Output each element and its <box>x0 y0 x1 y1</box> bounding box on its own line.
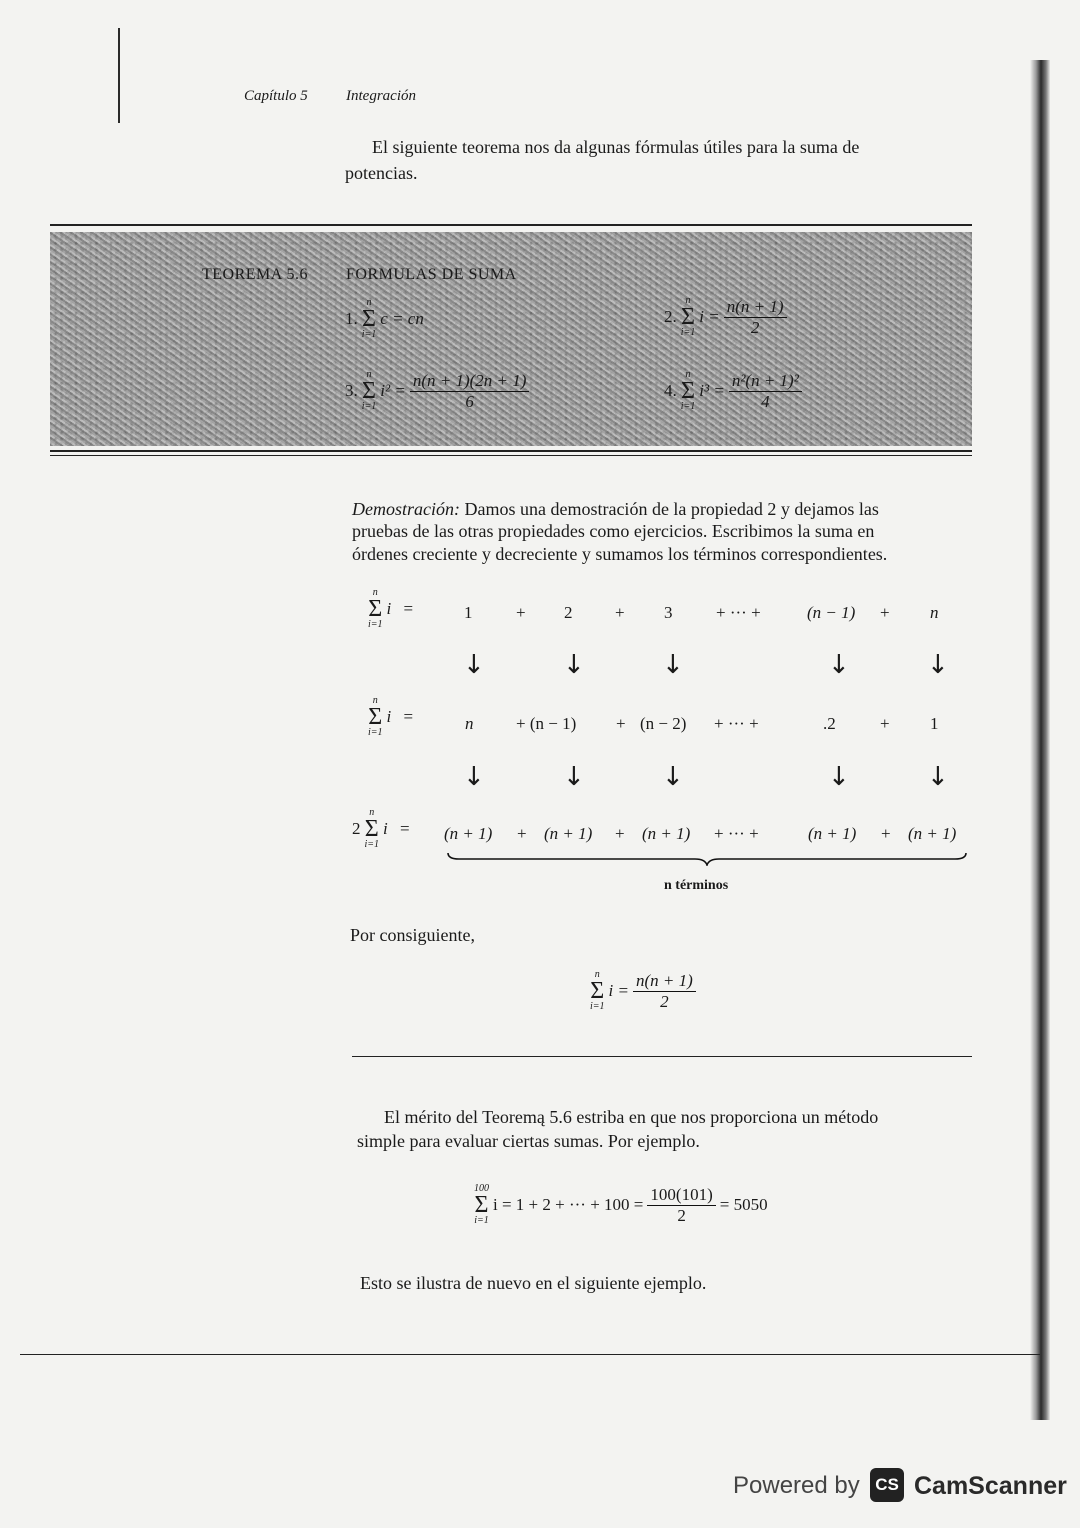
intro-line-2: potencias. <box>345 163 418 183</box>
row-2-term: .2 <box>823 714 836 733</box>
row-1-lhs: n Σ i=1 i = <box>368 587 414 630</box>
row-1-term: + <box>880 603 890 622</box>
down-arrow-icon: ↓ <box>927 650 949 680</box>
sigma-symbol: n Σ i=1 <box>680 295 696 338</box>
row-3-term: (n + 1) <box>544 824 593 843</box>
formula-4-fraction: $\frac{\text{n²(n + 1)²}}{4}$ <box>729 371 802 412</box>
row-3-term: + <box>615 824 625 843</box>
proof-line-2: pruebas de las otras propiedades como ejercicios. Escribimos la suma en <box>352 521 875 541</box>
row-1-term: 1 <box>464 603 473 622</box>
page-bottom-rule <box>20 1354 1040 1355</box>
row-2-term: + (n − 1) <box>516 714 577 733</box>
sigma-symbol: n Σ i=1 <box>361 297 377 340</box>
sigma-symbol: 100 Σ i=1 <box>474 1183 489 1226</box>
theorem-label: TEOREMA 5.6 <box>202 266 308 283</box>
formula-3-fraction: $\frac{n(n + 1)(2n + 1)}{6}$ <box>410 371 530 412</box>
row-2-lhs: n Σ i=1 i = <box>368 695 414 738</box>
theorem-box <box>50 232 972 446</box>
row-1-term: 3 <box>664 603 673 622</box>
sigma-symbol: n Σ i=1 <box>680 369 696 412</box>
merit-line-2: simple para evaluar ciertas sumas. Por ejemplo. <box>357 1131 700 1151</box>
result-fraction: $\frac{n(n + 1)}{2}$ <box>633 971 696 1012</box>
chapter-header: Capítulo 5 <box>244 88 308 104</box>
row-2-term: + ··· + <box>714 714 759 733</box>
example-formula <box>474 1184 768 1226</box>
down-arrow-icon: ↓ <box>662 650 684 680</box>
theorem-top-rule <box>50 224 972 226</box>
row-2-term: n <box>465 714 474 733</box>
camscanner-brand: CamScanner <box>914 1472 1067 1500</box>
row-3-lhs: 2 n Σ i=1 i = <box>352 807 410 850</box>
formula-1-body: c = cn <box>380 309 424 328</box>
section-header: Integración <box>346 88 416 104</box>
formula-1 <box>345 298 424 340</box>
sigma-symbol: n Σ i=1 <box>368 695 383 738</box>
formula-2-number: 2. <box>664 307 677 326</box>
formula-4-lhs: i³ = <box>699 381 725 400</box>
theorem-bottom-rule <box>50 450 972 452</box>
formula-2-fraction: $\frac{n(n + 1)}{2}$ <box>724 297 787 338</box>
theorem-title: FORMULAS DE SUMA <box>346 266 517 283</box>
proof-line-3: órdenes creciente y decreciente y sumamos los términos correspondientes. <box>352 544 888 564</box>
powered-by-text: Powered by <box>733 1472 860 1499</box>
formula-2-lhs: i = <box>699 307 720 326</box>
formula-4 <box>664 370 802 412</box>
row-3-term: (n + 1) <box>642 824 691 843</box>
row-3-term: (n + 1) <box>908 824 957 843</box>
formula-3-number: 3. <box>345 381 358 400</box>
down-arrow-icon: ↓ <box>662 762 684 792</box>
row-1-term: n <box>930 603 939 622</box>
down-arrow-icon: ↓ <box>563 762 585 792</box>
down-arrow-icon: ↓ <box>463 650 485 680</box>
formula-2 <box>664 296 787 338</box>
intro-line-1: El siguiente teorema nos da algunas fórmulas útiles para la suma de <box>372 137 860 157</box>
closing-text: Esto se ilustra de nuevo en el siguiente ejemplo. <box>360 1273 707 1293</box>
camscanner-logo-icon: CS <box>870 1468 904 1502</box>
row-2-term: + <box>616 714 626 733</box>
therefore-text: Por consiguiente, <box>350 925 475 945</box>
row-2-term: (n − 2) <box>640 714 687 733</box>
brace-label: n términos <box>664 878 729 893</box>
formula-3 <box>345 370 529 412</box>
example-result: = 5050 <box>719 1195 768 1214</box>
result-formula <box>590 970 696 1012</box>
sigma-symbol: n Σ i=1 <box>364 807 380 850</box>
row-2-term: + <box>880 714 890 733</box>
row-1-term: + <box>615 603 625 622</box>
page-edge-left <box>118 28 120 123</box>
book-spine <box>1030 60 1050 1420</box>
row-3-term: + <box>881 824 891 843</box>
down-arrow-icon: ↓ <box>828 650 850 680</box>
row-3-term: (n + 1) <box>444 824 493 843</box>
row-3-term: (n + 1) <box>808 824 857 843</box>
sigma-symbol: n Σ i=1 <box>368 587 383 630</box>
down-arrow-icon: ↓ <box>563 650 585 680</box>
formula-4-number: 4. <box>664 381 677 400</box>
down-arrow-icon: ↓ <box>828 762 850 792</box>
example-fraction: $\frac{100(101)}{2}$ <box>647 1185 715 1226</box>
merit-line-1: El mérito del Teoremą 5.6 estriba en que nos proporciona un método <box>384 1107 879 1127</box>
proof-text-1: Damos una demostración de la propiedad 2 y dejamos las <box>464 499 879 519</box>
row-1-term: + ··· + <box>716 603 761 622</box>
down-arrow-icon: ↓ <box>463 762 485 792</box>
row-1-term: (n − 1) <box>807 603 856 622</box>
row-1-term: + <box>516 603 526 622</box>
proof-end-rule <box>352 1056 972 1057</box>
theorem-bottom-rule-2 <box>50 455 972 456</box>
formula-3-lhs: i² = <box>380 381 406 400</box>
sigma-symbol: n Σ i=1 <box>590 969 605 1012</box>
underbrace <box>447 852 967 866</box>
row-2-term: 1 <box>930 714 939 733</box>
result-lhs: i = <box>608 981 629 1000</box>
sigma-symbol: n Σ i=1 <box>361 369 377 412</box>
row-3-term: + ··· + <box>714 824 759 843</box>
proof-label: Demostración: <box>352 499 460 519</box>
example-expression: i = 1 + 2 + ··· + 100 = <box>493 1195 644 1214</box>
formula-1-number: 1. <box>345 309 358 328</box>
down-arrow-icon: ↓ <box>927 762 949 792</box>
row-1-term: 2 <box>564 603 573 622</box>
row-3-term: + <box>517 824 527 843</box>
